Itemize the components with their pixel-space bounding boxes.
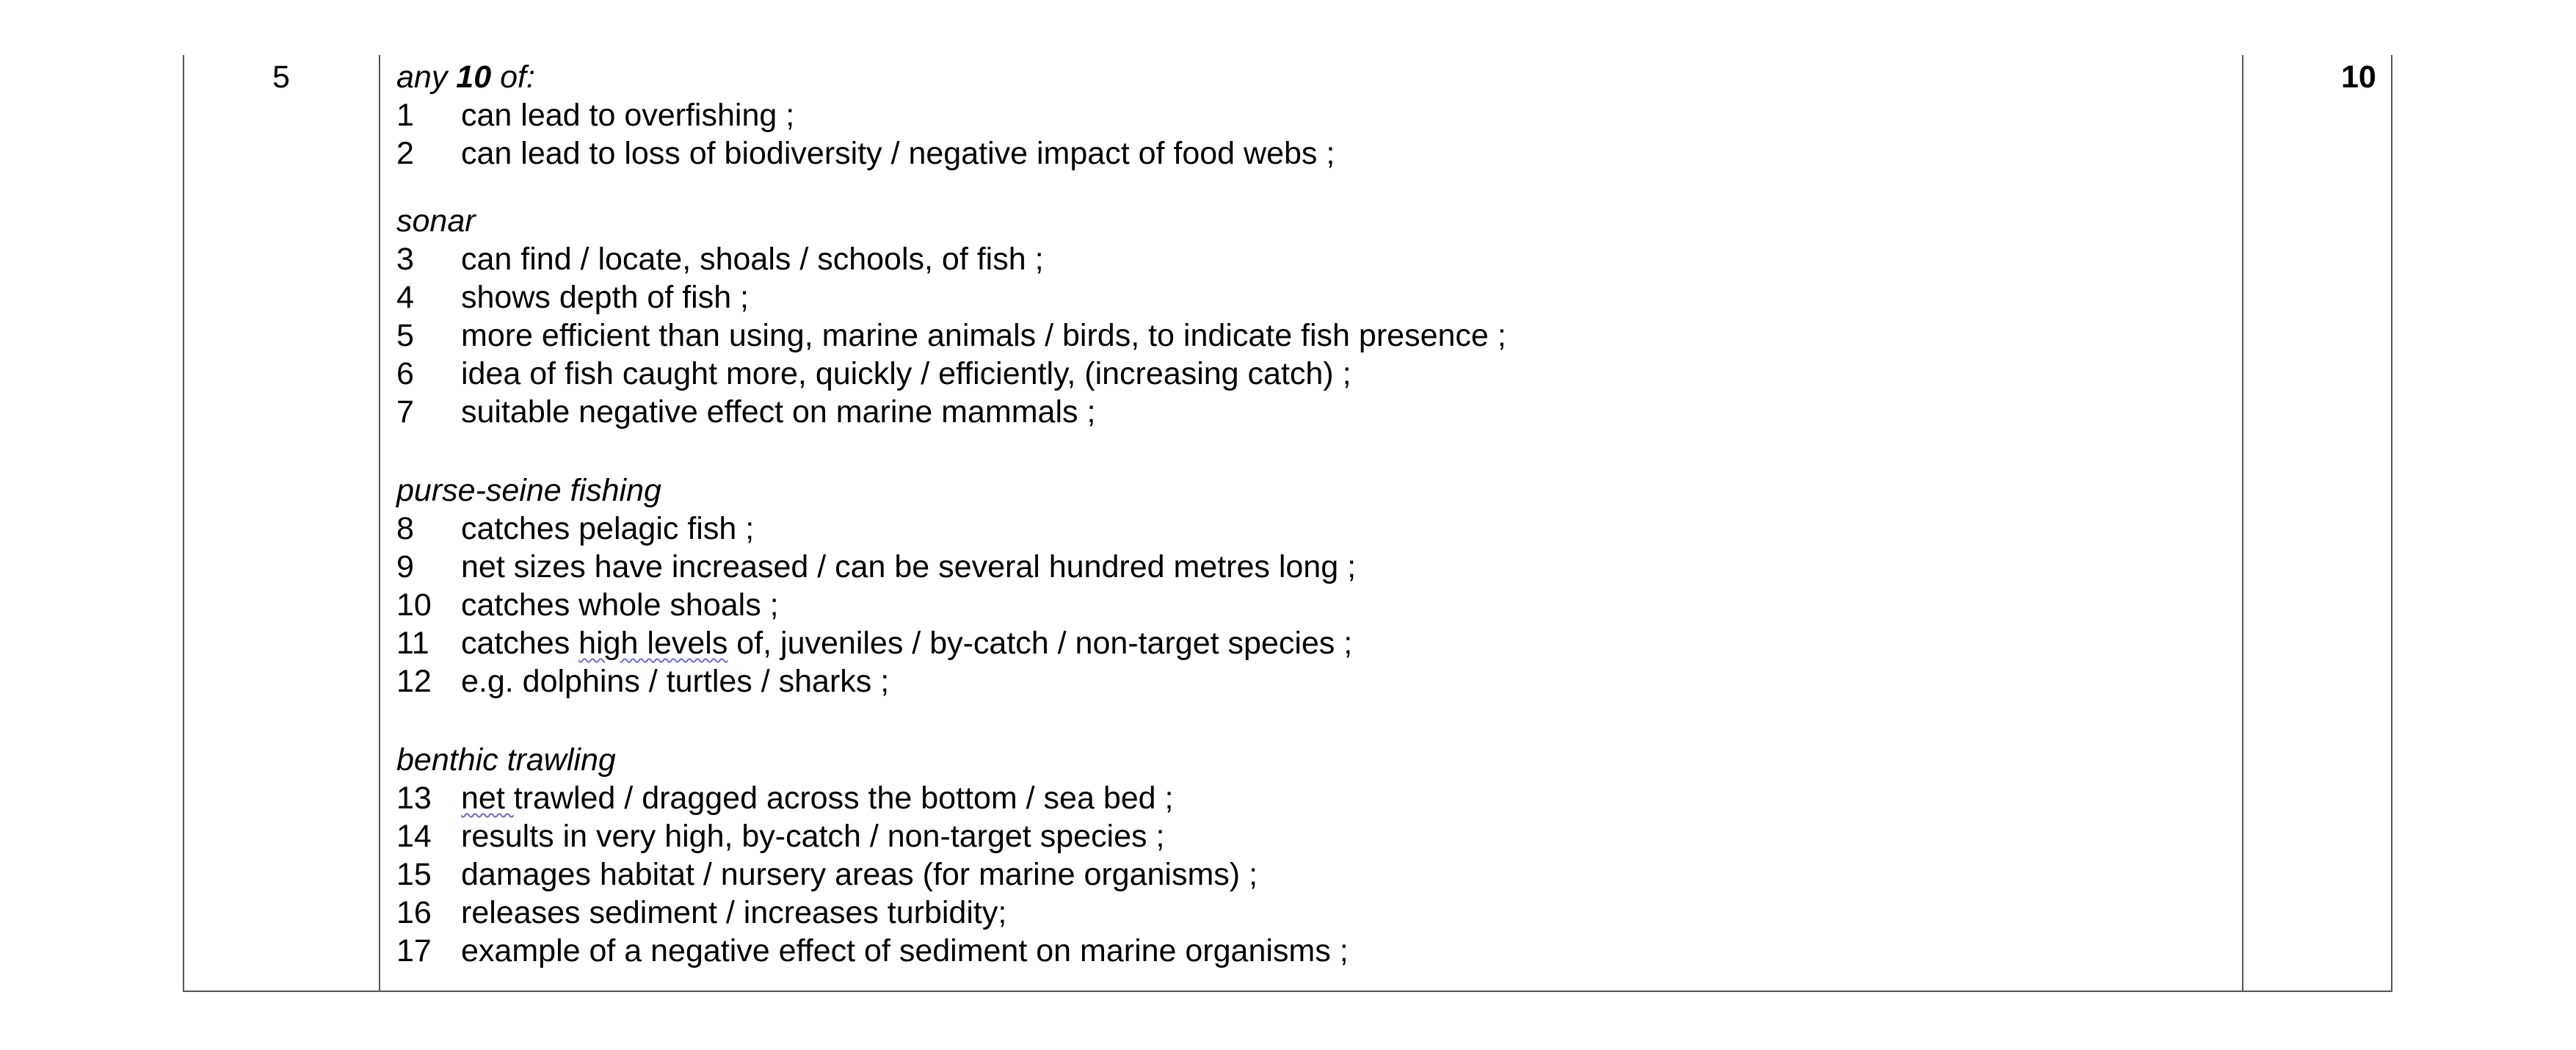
point-number: 7 [396, 394, 414, 430]
point-number: 14 [396, 819, 432, 854]
section-heading-benthic: benthic trawling [396, 742, 616, 778]
point-number: 15 [396, 857, 432, 892]
list-item [396, 855, 2217, 894]
point-number: 3 [396, 242, 414, 277]
point-number: 8 [396, 511, 414, 546]
list-item [396, 817, 2217, 855]
question-number: 5 [272, 59, 290, 95]
section-heading-purse-seine: purse-seine fishing [396, 473, 661, 508]
list-item [396, 278, 2217, 316]
instruction-count: 10 [456, 59, 492, 95]
point-number: 9 [396, 549, 414, 584]
point-text: net trawled / dragged across the bottom / sea bed ; [461, 781, 1174, 816]
point-number: 10 [396, 587, 432, 623]
point-number: 6 [396, 356, 414, 391]
instruction: any 10 of: [396, 59, 535, 95]
point-number: 2 [396, 136, 414, 171]
list-item [396, 894, 2217, 932]
point-text: damages habitat / nursery areas (for marine organisms) ; [461, 857, 1258, 892]
list-item [396, 932, 2217, 970]
point-text: net sizes have increased / can be several hundred metres long ; [461, 549, 1357, 584]
point-number: 1 [396, 98, 414, 133]
point-number: 4 [396, 280, 414, 315]
point-number: 13 [396, 781, 432, 816]
point-text: releases sediment / increases turbidity; [461, 895, 1007, 930]
total-marks: 10 [2341, 59, 2376, 95]
column-divider [2242, 55, 2243, 991]
point-text: more efficient than using, marine animals / birds, to indicate fish presence ; [461, 318, 1506, 353]
list-item [396, 624, 2217, 662]
spellcheck-marked-text: high levels [578, 626, 728, 661]
list-item [396, 662, 2217, 700]
point-text: can lead to overfishing ; [461, 98, 795, 133]
list-item [396, 510, 2217, 548]
list-item [396, 779, 2217, 817]
point-number: 5 [396, 318, 414, 353]
section-heading-sonar: sonar [396, 203, 476, 239]
spellcheck-marked-text: net [461, 781, 514, 816]
point-text: catches pelagic fish ; [461, 511, 755, 546]
list-item [396, 548, 2217, 586]
point-text: idea of fish caught more, quickly / efficiently, (increasing catch) ; [461, 356, 1352, 391]
point-text: suitable negative effect on marine mammals ; [461, 394, 1096, 430]
list-item [396, 134, 2217, 173]
answer-content [396, 58, 2217, 970]
mark-scheme-table [183, 55, 2392, 992]
point-number: 17 [396, 933, 432, 968]
point-text: can lead to loss of biodiversity / negative impact of food webs ; [461, 136, 1335, 171]
column-divider [379, 55, 380, 991]
list-item [396, 355, 2217, 393]
point-text: e.g. dolphins / turtles / sharks ; [461, 664, 890, 699]
point-text: results in very high, by-catch / non-target species ; [461, 819, 1165, 854]
point-text: example of a negative effect of sediment on marine organisms ; [461, 933, 1349, 968]
list-item [396, 586, 2217, 624]
point-text: catches high levels of, juveniles / by-catch / non-target species ; [461, 626, 1353, 661]
point-number: 16 [396, 895, 432, 930]
point-text: catches whole shoals ; [461, 587, 779, 623]
point-number: 11 [396, 626, 429, 661]
list-item [396, 96, 2217, 134]
point-text: can find / locate, shoals / schools, of fish ; [461, 242, 1044, 277]
point-number: 12 [396, 664, 432, 699]
list-item [396, 393, 2217, 431]
list-item [396, 240, 2217, 278]
list-item [396, 316, 2217, 355]
point-text: shows depth of fish ; [461, 280, 749, 315]
